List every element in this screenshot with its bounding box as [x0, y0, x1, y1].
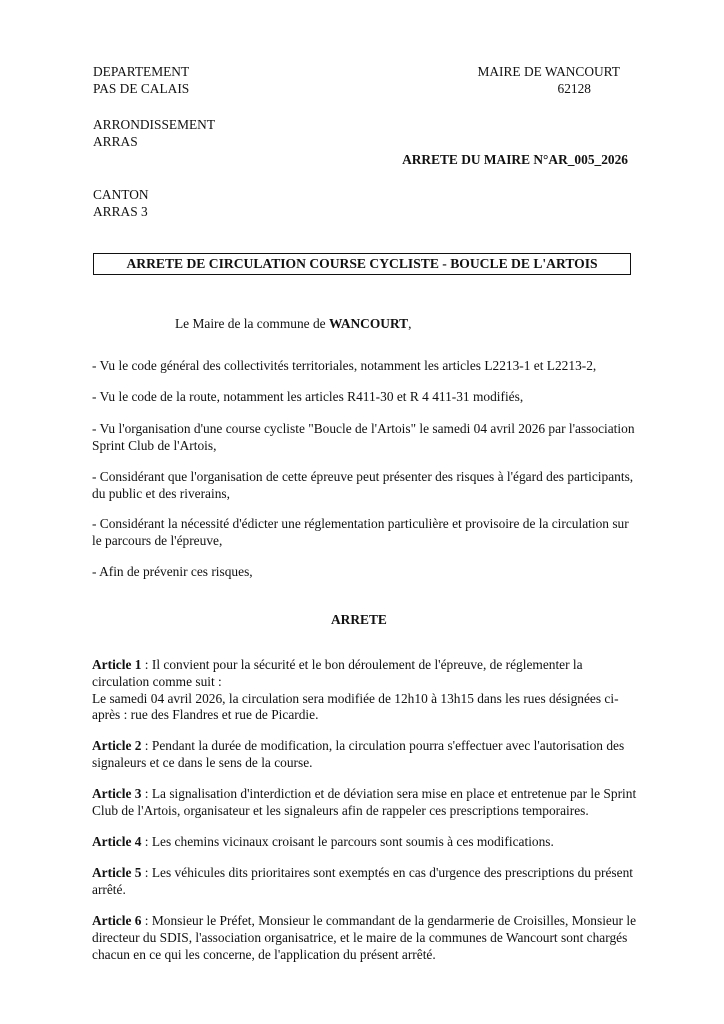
consideration-1: - Vu le code général des collectivités territoriales, notamment les articles L2213-1 et L2213-2, [92, 358, 597, 373]
article-2-text: : Pendant la durée de modification, la circulation pourra s'effectuer avec l'autorisation des signaleurs et ce dans le sens de la course. [92, 738, 625, 770]
intro-prefix: Le Maire de la commune de [175, 316, 329, 331]
article-5 [92, 865, 637, 899]
department-label: DEPARTEMENT [93, 64, 190, 79]
mairie-name: MAIRE DE WANCOURT [477, 64, 620, 79]
article-5-text: : Les véhicules dits prioritaires sont exemptés en cas d'urgence des prescriptions du présent arrêté. [92, 865, 633, 897]
consideration-5: - Considérant la nécessité d'édicter une réglementation particulière et provisoire de la circulation sur le parcours de l'épreuve, [92, 516, 629, 548]
intro-line [175, 315, 411, 332]
canton-name: ARRAS 3 [93, 204, 148, 219]
article-2 [92, 738, 637, 772]
consideration-6: - Afin de prévenir ces risques, [92, 564, 253, 579]
article-3-label: Article 3 [92, 786, 142, 801]
article-4-text: : Les chemins vicinaux croisant le parcours sont soumis à ces modifications. [141, 834, 554, 849]
article-1-label: Article 1 [92, 657, 142, 672]
mairie-postcode: 62128 [557, 81, 591, 96]
consideration-3: - Vu l'organisation d'une course cycliste "Boucle de l'Artois" le samedi 04 avril 2026 par l'association Sprint Club de l'Artois, [92, 421, 635, 453]
arrondissement-name: ARRAS [93, 134, 138, 149]
consideration-4: - Considérant que l'organisation de cette épreuve peut présenter des risques à l'égard des participants, du public et des riverains, [92, 469, 634, 501]
article-1-text-2: Le samedi 04 avril 2026, la circulation sera modifiée de 12h10 à 13h15 dans les rues désignées ci-après : rue des Flandres et rue de Picardie. [92, 690, 619, 723]
article-1 [92, 657, 637, 724]
arrondissement-label: ARRONDISSEMENT [93, 117, 216, 132]
canton-label: CANTON [93, 187, 149, 202]
article-2-label: Article 2 [92, 738, 142, 753]
consideration-2: - Vu le code de la route, notamment les articles R411-30 et R 4 411-31 modifiés, [92, 389, 524, 404]
department-name: PAS DE CALAIS [93, 81, 190, 96]
article-6-text: : Monsieur le Préfet, Monsieur le commandant de la gendarmerie de Croisilles, Monsieur le directeur du SDIS, l'association organisatrice, et le maire de la communes de Wancourt sont chargés chacun en ce qui les concerne, de l'application du présent arrêté. [92, 913, 637, 962]
decree-title: ARRETE DE CIRCULATION COURSE CYCLISTE - BOUCLE DE L'ARTOIS [93, 253, 631, 275]
article-1-text: : Il convient pour la sécurité et le bon déroulement de l'épreuve, de réglementer la circulation comme suit : [92, 657, 583, 689]
article-3 [92, 786, 637, 820]
intro-commune: WANCOURT [328, 316, 409, 331]
article-4 [92, 834, 637, 851]
article-6 [92, 913, 637, 963]
article-3-text: : La signalisation d'interdiction et de déviation sera mise en place et entretenue par le Sprint Club de l'Artois, organisateur et les signaleurs afin de rappeler ces prescriptions temporaires. [92, 786, 637, 818]
decree-number: ARRETE DU MAIRE N°AR_005_2026 [402, 152, 628, 167]
article-5-label: Article 5 [92, 865, 142, 880]
article-6-label: Article 6 [92, 913, 142, 928]
intro-suffix: , [408, 316, 412, 331]
arrete-heading: ARRETE [331, 612, 387, 627]
article-4-label: Article 4 [92, 834, 142, 849]
